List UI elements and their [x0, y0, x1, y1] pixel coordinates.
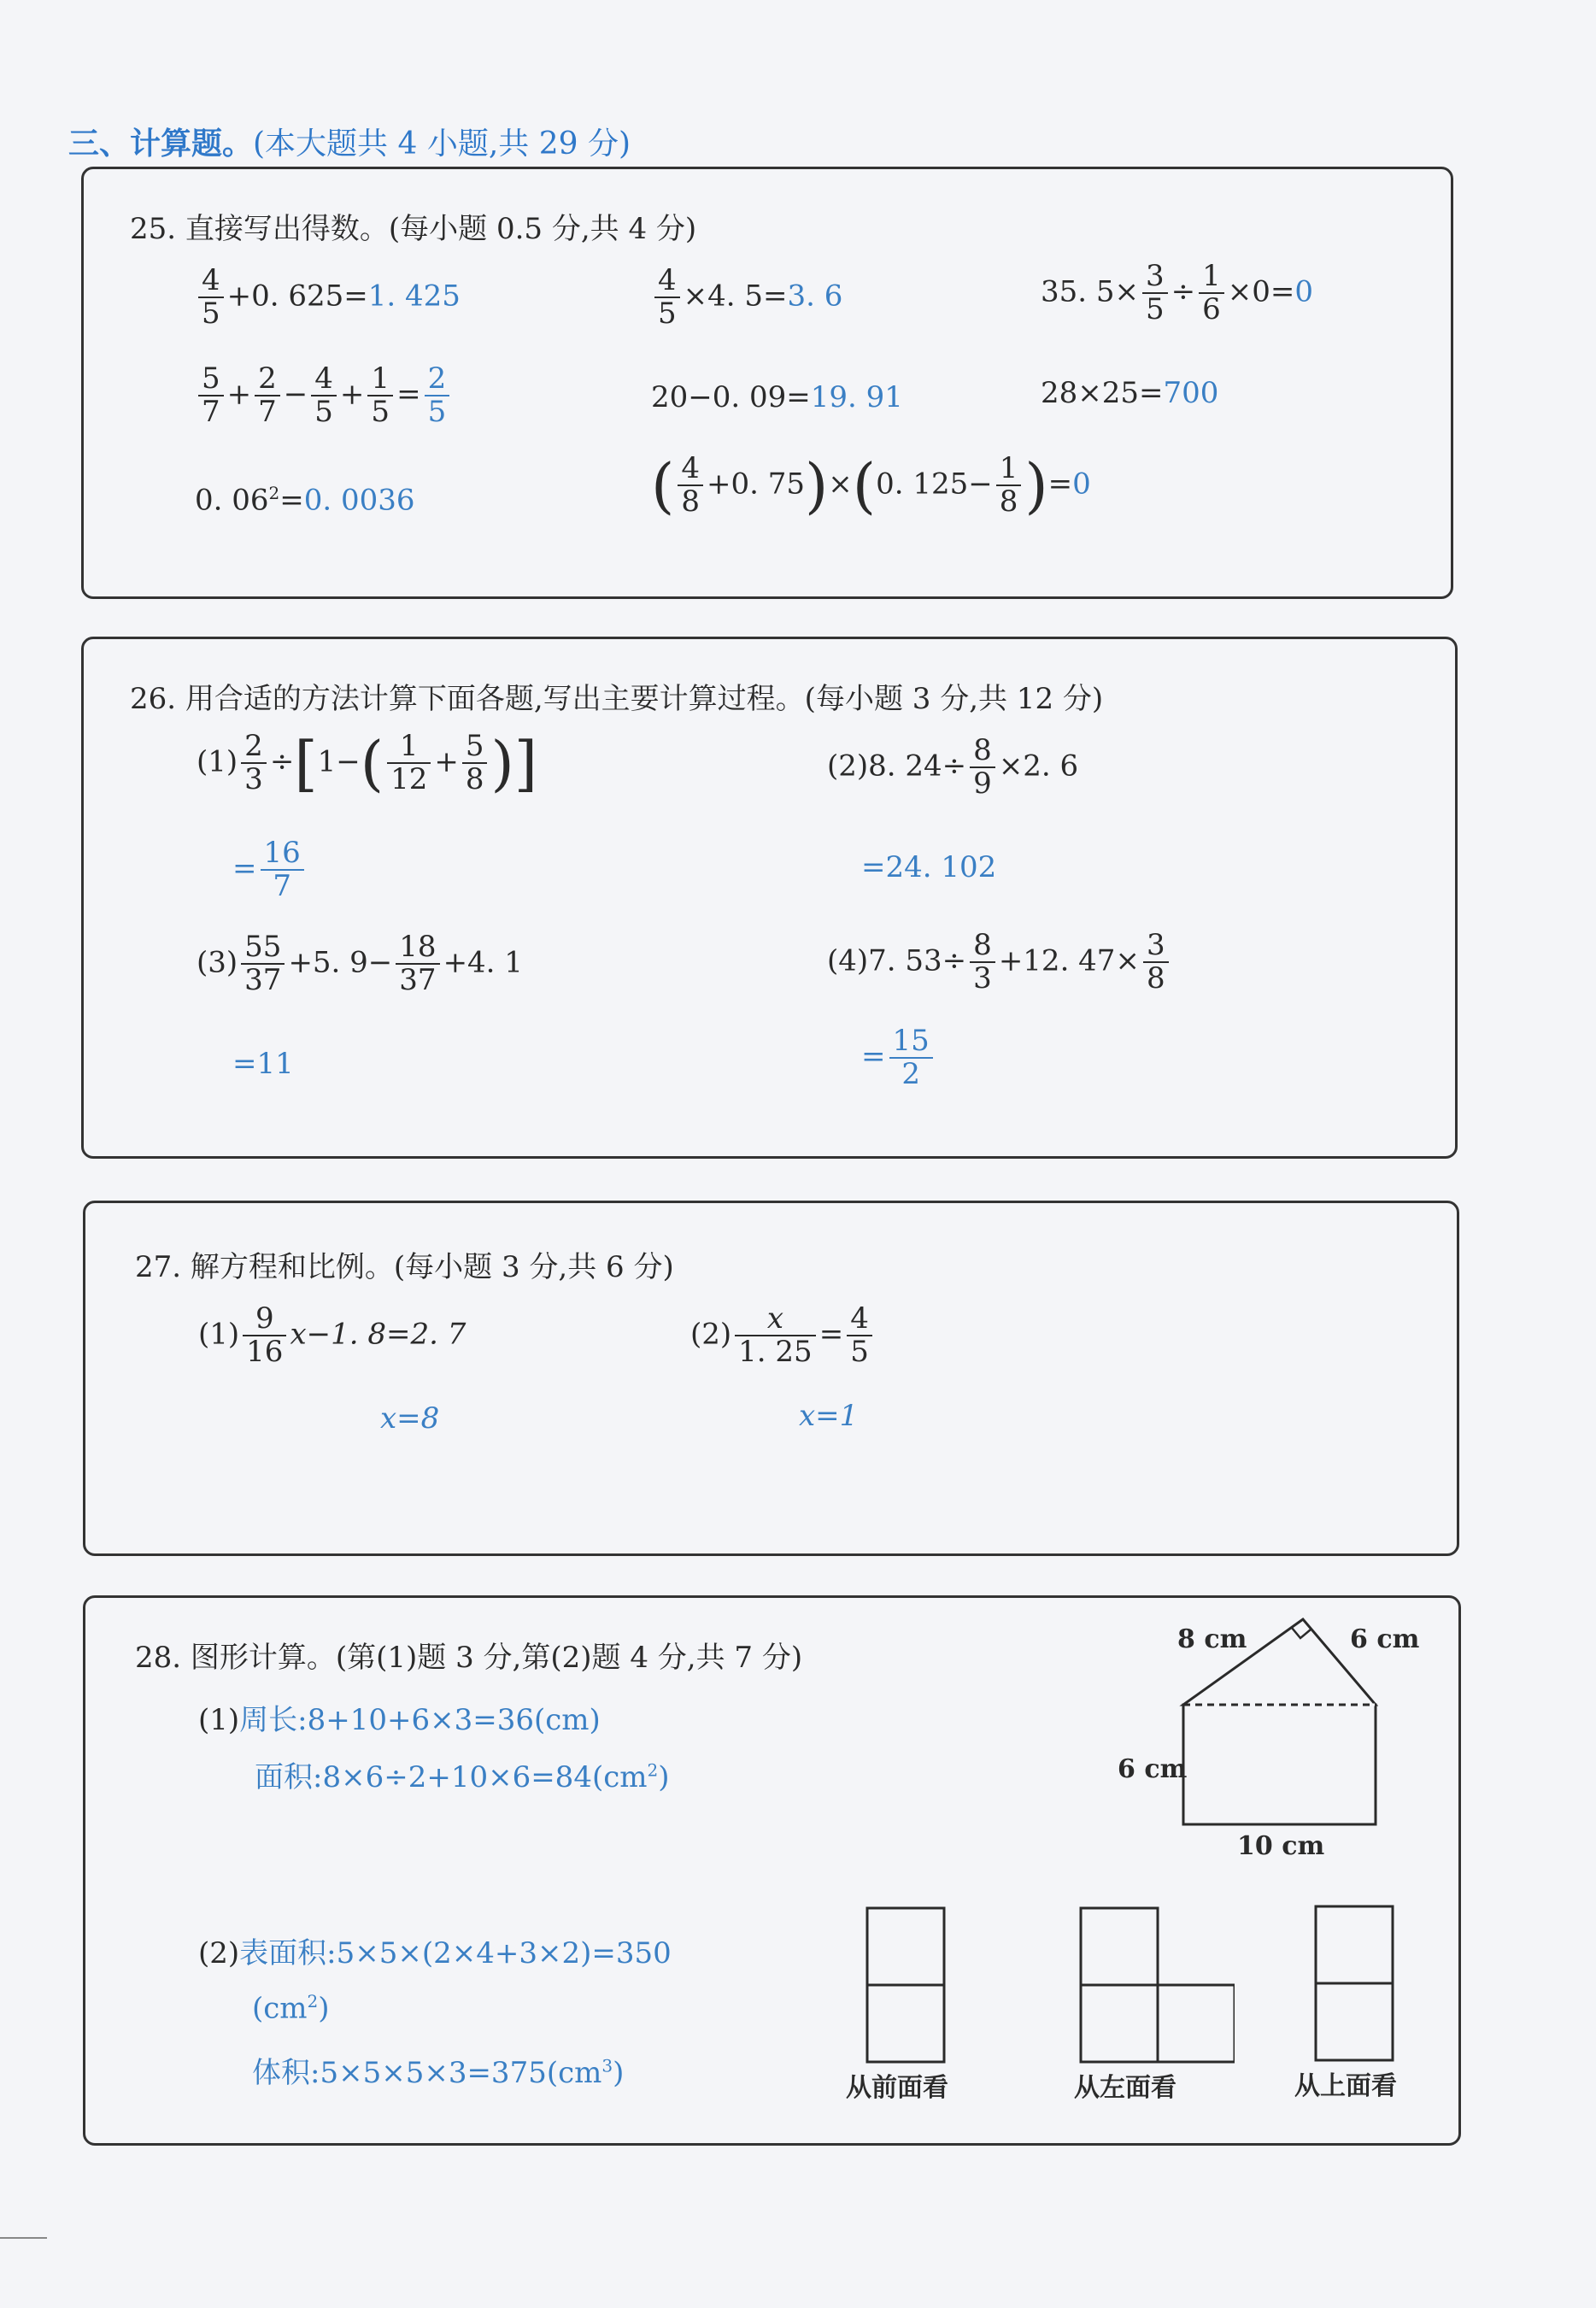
answer: 700: [1163, 376, 1219, 410]
answer: 0. 0036: [303, 483, 415, 518]
answer-fraction: $\frac{16}{7}$: [261, 837, 304, 903]
q25-problem-6: 28×25=700: [1041, 376, 1219, 410]
label-top: 从上面看: [1294, 2071, 1397, 2101]
question-27-title: 27. 解方程和比例。(每小题 3 分,共 6 分): [135, 1250, 674, 1284]
view-from-left: [1064, 1901, 1235, 2102]
fraction: $\frac{1}{5}$: [367, 363, 393, 429]
q28-part-1-area: 面积$:8\times 6\div 2+10\times 6=84(cm^2)$: [255, 1759, 670, 1794]
fraction: $\frac{1}{8}$: [996, 453, 1022, 519]
q26-problem-3: (3) $\frac{55}{37}$ +5. 9− $\frac{18}{37}$ +4. 1: [197, 930, 523, 998]
answer: 表面积:5×5×(2×4+3×2)=350: [239, 1936, 672, 1970]
q25-problem-2: $\frac{4}{5}$ ×4. 5=3. 6: [651, 265, 842, 331]
fraction: $\frac{2}{7}$: [255, 363, 280, 429]
view-from-top: [1294, 1901, 1431, 2102]
answer-fraction: $\frac{2}{5}$: [425, 363, 450, 429]
right-angle-mark: [1292, 1628, 1311, 1638]
label-height: 6 cm: [1118, 1754, 1188, 1784]
fraction: $\frac{4}{5}$: [198, 265, 224, 331]
label-base: 10 cm: [1237, 1831, 1325, 1861]
fraction: $\frac{4}{5}$: [654, 265, 680, 331]
q26-problem-1: (1) $\frac{2}{3}$ ÷[1−( $\frac{1}{12}$ + $\frac{5}{8}$ )]: [197, 728, 538, 799]
question-28-title: 28. 图形计算。(第(1)题 3 分,第(2)题 4 分,共 7 分): [135, 1641, 803, 1675]
q27-answer-1: x=8: [380, 1401, 440, 1436]
view-from-front: [846, 1901, 983, 2102]
fraction: $\frac{5}{8}$: [462, 731, 488, 796]
fraction: $\frac{3}{5}$: [1142, 261, 1168, 326]
label-left: 从左面看: [1074, 2073, 1176, 2102]
q28-part-2-surface-unit: $(cm^2)$: [252, 1991, 330, 2026]
q25-problem-5: 20−0. 09=19. 91: [651, 380, 903, 414]
q26-problem-4: (4)7. 53÷ $\frac{8}{3}$ +12. 47× $\frac{3}{8}$: [827, 930, 1172, 995]
answer-fraction: $\frac{15}{2}$: [889, 1025, 933, 1091]
section-title: [68, 120, 631, 163]
q25-problem-7: 0. $06^2=0$. 0036: [195, 483, 415, 518]
q25-problem-4: $\frac{5}{7}$ + $\frac{2}{7}$ − $\frac{4}{5}$ + $\frac{1}{5}$ = $\frac{2}{5}$: [195, 363, 453, 429]
fraction: $\frac{8}{9}$: [970, 735, 995, 801]
rectangle-base: [1183, 1705, 1376, 1824]
question-25-title: 25. 直接写出得数。(每小题 0.5 分,共 4 分): [130, 212, 697, 246]
q27-problem-1: (1) $\frac{9}{16}$ x−1. 8=2. 7: [198, 1301, 466, 1370]
answer: 周长:8+10+6×3=36(cm): [239, 1703, 601, 1737]
q25-problem-8: ( $\frac{4}{8}$ +0. 75)×(0. 125− $\frac{1}{8}$ )=0: [651, 450, 1091, 521]
fraction: $\frac{18}{37}$: [396, 931, 439, 997]
q25-problem-1: $\frac{4}{5}$ +0. 625=1. 425: [195, 265, 461, 331]
section-subtitle: (本大题共 4 小题,共 29 分): [253, 126, 631, 162]
question-26-title: 26. 用合适的方法计算下面各题,写出主要计算过程。(每小题 3 分,共 12 分): [130, 682, 1104, 716]
fraction: $\frac{1}{12}$: [387, 731, 431, 796]
fraction: $\frac{x}{1. 25}$: [735, 1303, 816, 1369]
q28-part-2-surface: (2)表面积:5×5×(2×4+3×2)=350: [198, 1936, 672, 1970]
fraction: $\frac{9}{16}$: [243, 1303, 286, 1369]
fraction: $\frac{4}{5}$: [847, 1303, 872, 1369]
answer: 0: [1072, 467, 1091, 502]
answer: 19. 91: [810, 380, 903, 414]
fraction: $\frac{3}{8}$: [1143, 930, 1169, 995]
answer: 1. 425: [367, 279, 461, 314]
q26-answer-3: =11: [232, 1047, 294, 1081]
section-title-text: 三、计算题。: [68, 126, 254, 162]
page-edge-mark: [0, 2237, 47, 2239]
q26-answer-2: =24. 102: [861, 850, 997, 884]
fraction: $\frac{4}{5}$: [311, 363, 337, 429]
fraction: $\frac{4}{8}$: [678, 453, 703, 519]
q27-answer-2: x=1: [799, 1399, 859, 1433]
composite-shape-figure: [1094, 1598, 1452, 1871]
label-left-slant: 8 cm: [1177, 1624, 1247, 1654]
fraction: $\frac{55}{37}$: [241, 931, 285, 997]
label-right-slant: 6 cm: [1350, 1624, 1420, 1654]
fraction: $\frac{2}{3}$: [241, 731, 267, 796]
q26-answer-1: = $\frac{16}{7}$: [232, 837, 308, 903]
q26-answer-4: = $\frac{15}{2}$: [861, 1025, 936, 1091]
q28-part-2-volume: 体积$:5\times 5\times 5\times 3=375(cm^3)$: [252, 2055, 625, 2090]
answer: 3. 6: [787, 279, 843, 314]
q28-part-1-perimeter: (1)周长:8+10+6×3=36(cm): [198, 1703, 601, 1737]
q26-problem-2: (2)8. 24÷ $\frac{8}{9}$ ×2. 6: [827, 733, 1079, 802]
fraction: $\frac{8}{3}$: [970, 930, 995, 995]
answer: 0: [1294, 274, 1314, 309]
q27-problem-2: (2) $\frac{x}{1. 25}$ = $\frac{4}{5}$: [690, 1303, 876, 1369]
fraction: $\frac{5}{7}$: [198, 363, 224, 429]
fraction: $\frac{1}{6}$: [1199, 261, 1224, 326]
q25-problem-3: 35. 5× $\frac{3}{5}$ ÷ $\frac{1}{6}$ ×0=0: [1041, 259, 1314, 327]
label-front: 从前面看: [846, 2073, 948, 2102]
